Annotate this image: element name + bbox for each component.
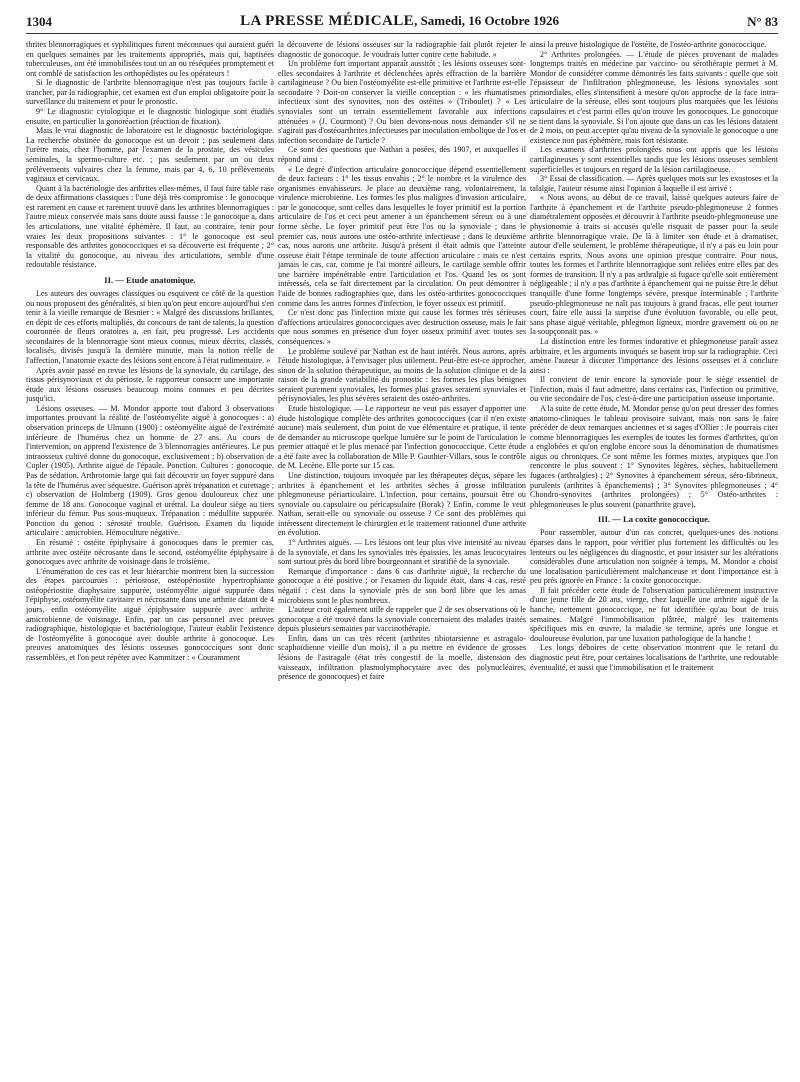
paragraph: « Nous avons, au début de ce travail, laissé quelques auteurs faire de l'arthrite à épanchement et de l'arthrite pseudo-phlegmoneuse 2 formes diamétralement opposées et découvrir à l'arthrite pseudo-phlegmoneuse une physionomie à traits si accusés qu'elle risquait de passer pour la seule arthrite blennorragique vraie. De là à limiter son étude et à dramatiser, autour d'elle seulement, le problème thérapeutique, il n'y a pas eu loin pour certains esprits. Nous avons une opinion presque contraire. Pour nous, toutes les formes et l'arthrite blennorragique sont reliées entre elles par des formes de transition. Il n'y a pas arthralgie si fugace qu'elle soit entièrement négligeable ; il n'y a pas d'arthrite à épanchement qui ne puisse être le début tranquille d'une forme longtemps sévère, presque interminable ; l'arthrite pseudo-phlegmoneuse ne naît pas toujours à grand fracas, elle peut tourner court, faire elle aussi la surprise d'une évolution favorable, ou elle peut, sans phase aiguë véritable, phlegmon ligneux, mordre gravement où on ne la soupçonnait pas. » [530,193,778,337]
paragraph: Mais le vrai diagnostic de laboratoire est le diagnostic bactériologique. La recherche obstinée du gonocoque est un devoir ; pas seulement dans l'urètre mais, chez l'homme, par l'examen de la prostate, des vésicules séminales, la spermo-culture etc. ; pas seulement par un ou deux prélèvements vulvaires chez la femme, mais par 4, 6, 10 prélèvements vaginaux et cervicaux. [26,126,274,184]
paragraph: Pour rassembler, autour d'un cas concret, quelques-unes des notions éparses dans le rapport, pour vérifier plus fortement les difficultés ou les lenteurs ou les négligences du diagnostic, et pour insister sur les altérations considérables d'une articulation non soignée à temps, M. Mondor a choisi une localisation particulièrement malchanceuse et dont l'importance est à peu près ignorée en France : la coxite gonococcique. [530,528,778,586]
paragraph: L'auteur croit également utile de rappeler que 2 de ses observations où le gonocoque a été trouvé dans la synoviale concernaient des malades traités depuis plusieurs semaines par vaccinothérapie. [278,605,526,634]
paragraph: Si le diagnostic de l'arthrite blennorragique n'est pas toujours facile à trancher, par la radiographie, cet examen est d'un emploi obligatoire pour la surveillance du traitement et pour le pronostic. [26,78,274,107]
journal-name: LA PRESSE MÉDICALE [240,13,415,29]
article-body [26,40,778,1074]
paragraph: Enfin, dans un cas très récent (arthrites tibiotarsienne et astragalo-scaphoïdienne vieille d'un mois), il a pu mettre en évidence de grosses lésions de l'astragale (état très congestif de la moelle, distension des vaisseaux, infiltration plasmolymphocytaire avec des polynucléaires, présence de gonocoques) et faire [278,633,526,682]
journal-title [240,13,559,30]
paragraph: Il fait précéder cette étude de l'observation particulièrement instructive d'une jeune fille de 20 ans, vierge, chez laquelle une arthrite aiguë de la hanche, nettement gonococcique, ne fut identifiée qu'au bout de trois semaines. Malgré l'immobilisation plâtrée, malgré les traitements spécifiques mis en œuvre, la maladie se termine, après une longue et douloureuse évolution, par une luxation pathologique de la hanche ! [530,585,778,643]
page-number: 1304 [26,14,52,29]
paragraph: Remarque d'importance : dans 6 cas d'arthrite aiguë, la recherche du gonocoque a été positive ; or l'examen du liquide était, dans 4 cas, resté négatif ; c'est dans la synoviale près de son bord libre que les amas microbiens sont le plus nombreux. [278,566,526,605]
paragraph: thrites blennorragiques et syphilitiques furent méconnues qui auraient guéri en quelques semaines par les traitements appropriés, mais qui, baptisées tuberculeuses, ont été immobilisées tout un an ou réséquées promptement et ont comblé de satisfaction les orthopédistes ou les opérateurs ! [26,40,274,78]
paragraph: Quant à la bactériologie des arthrites elles-mêmes, il faut faire table rase de deux affirmations classiques : l'une déjà très compromise : le gonocoque est rarement en cause et rarement trouvé dans les arthrites blennorragiques : l'autre mieux conservée mais sans doute aussi fausse : le gonocoque a, dans les articulations, une vitalité éphémère. Il faut, au contraire, tenir pour vraies les deux propositions suivantes : 1° le gonocoque est seul responsable des arthrites gonococciques et sa découverte est fréquente ; 2° la vitalité du gonocoque, au niveau des articulations, semble d'une redoutable résistance. [26,183,274,270]
column-left [26,40,274,1074]
column-middle [278,40,526,1074]
page-header [26,8,778,34]
issue-date: , Samedi, 16 Octobre 1926 [414,13,559,28]
paragraph: la découverte de lésions osseuses sur la radiographie fait plutôt rejeter le diagnostic de gonocoque. Je voudrais lutter contre cette habitude. » [278,40,526,59]
paragraph: Les auteurs des ouvrages classiques ou esquivent ce côté de la question ou nous proposent des généralités, si bien qu'on peut encore aujourd'hui s'en tenir à la vieille remarque de Besnier : « Malgré des discussions brillantes, en dépit de ces efforts multipliés, du concours de tant de talents, la question couronnée de fleurs oratoires a, en fait, peu progressé. Les accidents secondaires de la blennorragie sont mieux connus, mieux décrits, classés, localisés, divisés jusqu'à la dernière minutie, mais la notion réelle de l'affection, l'anatomie exacte des lésions sont encore à l'état rudimentaire. » [26,288,274,366]
paragraph: Il convient de tenir encore la synoviale pour le siège essentiel de l'infection, mais il faut admettre, dans certains cas, l'infection ou primitive, ou vite secondaire de l'os, c'est-à-dire une participation osseuse importante. [530,375,778,404]
paragraph: Un problème fort important apparaît aussitôt ; les lésions osseuses sont-elles secondaires à l'arthrite et déclenchées après effraction de la barrière cartilagineuse ? Ou bien l'ostéomyélite est-elle primitive et l'arthrite est-elle secondaire ? Doit-on conserver la vieille conception : « les rhumatismes infectieux sont des synovites, non des ostéites » (Triboulet) ? « Les synoviales sont un terrain essentiellement favorable aux infections atténuées » (J. Courmont) ? Ou bien devons-nous nous demander s'il ne s'agirait pas d'ostéoarthrites infectieuses par inoculation embolique de l'os et infection secondaire de l'article ? [278,59,526,145]
paragraph: 3° Essai de classification. — Après quelques mots sur les exostoses et la talalgie, l'auteur résume ainsi l'opinion à laquelle il est arrivé : [530,174,778,193]
paragraph: Le problème soulevé par Nathan est de haut intérêt. Nous aurons, après l'étude histologique, à l'envisager plus utilement. Peut-être est-ce approcher, sinon de la solution thérapeutique, au moins de la solution clinique et de la raison de la grande variabilité du pronostic : les formes les plus bénignes seraient purement synoviales, les formes plus graves seraient synoviales et périsynoviales, les plus sévères seraient des ostéo-arthrites. [278,346,526,404]
paragraph: 9° Le diagnostic cytologique et le diagnostic biologique sont étudiés ensuite, en particulier la gonoréaction (réaction de fixation). [26,107,274,126]
issue-number: N° 83 [747,14,778,29]
paragraph: En résumé : ostéite épiphysaire à gonocoques dans le premier cas, arthrite avec ostéite nécrosante dans le second, ostéomyélite épiphysaire à gonocoques avec arthrite de voisinage dans le troisième. [26,538,274,567]
paragraph: « Le degré d'infection articulaire gonococcique dépend essentiellement de deux facteurs : 1° les tissus envahis ; 2° le nombre et la virulence des organismes envahisseurs. Je place au deuxième rang, volontairement, la virulence microbienne. Les formes les plus malignes d'invasion articulaire, par le gonocoque, sont celles dans lesquelles le foyer primitif est la portion articulaire de l'os et ceci peut amener à un épanchement séreux ou à une forme sèche. Le foyer primitif peut être l'os ou la synoviale ; dans le premier cas, nous aurons une ostéo-arthrite infectieuse ; dans le deuxième cas, nous aurons une arthrite. Jusqu'à présent il était admis que l'atteinte osseuse était l'étape terminale de toute affection articulaire : mais ce n'est jamais le cas, car, comme je l'ai montré ailleurs, le cartilage semble offrir une barrière impénétrable entre l'articulation et l'os. Quand les os sont intéressés, cela se fait directement par la circulation. On peut démontrer à l'aide de bonnes radiographies que, dans les ostéo-arthrites gonococciques comme dans les autres formes d'infection, le foyer osseux est primitif. [278,164,526,308]
paragraph: La distinction entre les formes indurative et phlegmoneuse paraît assez arbitraire, et les arguments invoqués se basent trop sur la radiographie. Ceci amène l'auteur à discuter l'importance des lésions osseuses et à conclure ainsi : [530,336,778,375]
paragraph: Ce sont des questions que Nathan a posées, dès 1907, et auxquelles il répond ainsi : [278,145,526,164]
paragraph: Lésions osseuses. — M. Mondor apporte tout d'abord 3 observations importantes prouvant la réalité de l'ostéomyélite aiguë à gonocoques : a) observation princeps de Ulmann (1900) : ostéomyélite aiguë de l'extrémité inférieure de l'humérus chez un homme de 27 ans. Au cours de l'intervention, on apprend l'existence de 3 blennorragies antérieures. Le pus intraosseux cultivé donne du gonocoque, exclusivement ; b) observation de Cupler (1905). Arthrite aiguë de l'épaule. Ponction. Cultures : gonocoque. Pas de sédation. Arthrotomie large qui fait découvrir un foyer suppuré dans la tête de l'humérus avec séquestre. Guérison après trépanation et curettage ; c) observation de Holmberg (1909). Gros genou douloureux chez une femme de 18 ans. Gonocoque vaginal et urétral. La douleur siège au tiers inférieur du fémur. Pus sous-muqueux. Trépanation : médullite suppurée. Ponction du genou : sérosité trouble. Guérison. Examen du liquide articulaire : amicrobien. Hémoculture négative. [26,403,274,538]
section-heading: III. — La coxite gonococcique. [597,514,711,525]
column-right [530,40,778,1074]
paragraph: Les examens d'arthrites prolongées nous ont appris que les lésions cartilagineuses y sont essentielles tandis que les lésions osseuses semblent superficielles et toujours en regard de la lésion cartilagineuse. [530,145,778,174]
paragraph: Ce n'est donc pas l'infection mixte qui cause les formes très sérieuses d'affections articulaires gonococciques avec destruction osseuse, mais le fait que nous sommes en présence d'un foyer osseux primitif avec toutes ses conséquences. » [278,308,526,346]
paragraph: L'énumération de ces cas et leur hiérarchie montrent bien la succession des étapes parcourues : périostose, ostéopériostite hypertrophiante ostéopériostite diaphysaire suppurée, ostéomyélite aiguë suppurée dans l'épiphyse, ostéomyélite cavitaire et nécrosante dans une arthrite datant de 4 jours, enfin ostéomyélite aiguë épiphysaire suppurée avec arthrite amicrobienne de voisinage. Enfin, par un cas personnel avec preuves radiographique, histologique et bactériologique, l'auteur établit l'existence de l'ostéomyélite à gonocoque avec double arthrite à gonocoque. Les preuves anatomiques des lésions osseuses gonococciques sont donc rassemblées, et l'on peut répéter avec Kammitzer : « Couramment [26,566,274,662]
paragraph: Etude histologique. — Le rapporteur ne veut pas essayer d'apporter une étude histologique complète des arthrites gonococciques (car il n'en existe aucune) mais seulement, d'un point de vue élémentaire et pratique, il tente de demander au microscope quelque lumière sur le point de l'articulation le premier attaqué et le plus menacé par l'infection gonococcique. Cette étude a été faite avec la collaboration de Mlle P. Gauthier-Villars, sous le contrôle de M. Lecène. Elle porte sur 15 cas. [278,403,526,471]
section-heading: II. — Etude anatomique. [104,274,196,285]
paragraph: 2° Arthrites prolongées. — L'étude de pièces provenant de malades longtemps traités en médecine par vaccino- ou sérothérapie permet à M. Mondor de considérer comme démontrés les faits suivants : quelle que soit l'épaisseur de l'infiltration phlegmoneuse, les lésions synoviales sont primordiales, elles s'intensifient à mesure qu'on approche de la face intra-articulaire de la séreuse, elles sont toujours plus marquées que les lésions capsulaires et c'est parmi elles qu'on trouve les gonocoques. Le gonocoque se tient dans la synoviale. Si l'on ajoute que dans un cas les lésions dataient de 2 mois, on peut accepter qu'au niveau de la synoviale le gonocoque a une existence non pas éphémère, mais fort résistante. [530,49,778,145]
paragraph: 1° Arthrites aiguës. — Les lésions ont leur plus vive intensité au niveau de la synoviale, et dans les synoviales très épaissies, les amas leucocytaires sont surtout près du bord libre bourgeonnant et stratifié de la synoviale. [278,538,526,567]
paragraph: A la suite de cette étude, M. Mondor pense qu'on peut dresser des formes anatomo-cliniques le tableau provisoire suivant, mais non sans le faire précéder de deux remarques anciennes et si sages d'Ollier : Je pourrais citer comme blennorragiques les exemples de toutes les formes d'arthrites, qu'on a englobées et qu'on englobe encore sous la dénomination de rhumatismes aigus ou chroniques. Ce sont même les formes mixtes, atypiques que l'on rencontre le plus souvent : 1° Synovites légères, sèches, habituellement fugaces (arthralgies) ; 2° Synovites à épanchement séreux, séro-fibrineux, purulents (arthrites à épanchements) ; 3° Synovites phlegmoneuses ; 4° Chondro-synovites (arthrites prolongées) ; 5° Ostéo-arthrites : phlegmoneuses le plus souvent (panarthrite grave). [530,403,778,509]
paragraph: Une distinction, toujours invoquée par les thérapeutes déçus, sépare les arthrites à épanchement et les arthrites sèches à grosse infiltration phlegmoneuse périarticulaire. L'infection, pour certains, poursuit être ou synoviale ou capsulaire ou péricapsulaire (Borak) ? Enfin, comme le veut Nathan, serait-elle ou synoviale ou osseuse ? Ce sont des problèmes qui intéressent directement le chirurgien et le traitement rationnel d'une arthrite en évolution. [278,471,526,538]
paragraph: Les longs déboires de cette observation montrent que le retard du diagnostic peut être, pour certaines localisations de l'arthrite, une redoutable éventualité, et aussi que l'immobilisation et le traitement [530,643,778,672]
paragraph: ainsi la preuve histologique de l'ostéite, de l'ostéo-arthrite gonococcique. [530,40,767,49]
paragraph: Après avoir passé en revue les lésions de la synoviale, du cartilage, des tissus périsynoviaux et du périoste, le rapporteur consacre une importante étude aux lésions osseuses beaucoup moins connues et peu décrites jusqu'ici. [26,365,274,404]
